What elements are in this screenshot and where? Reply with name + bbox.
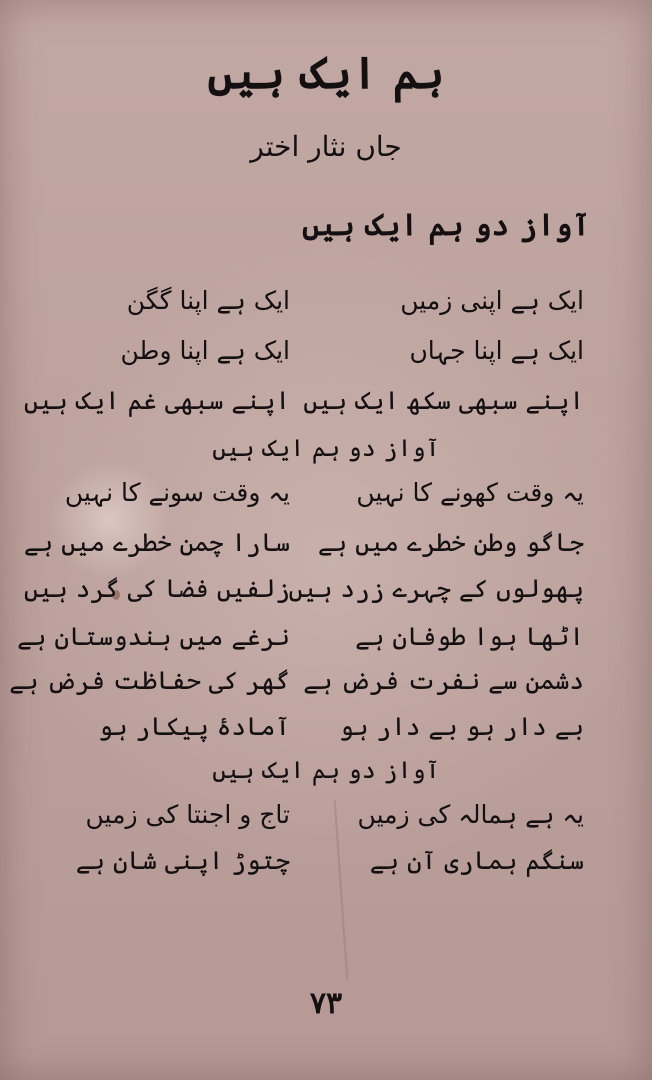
verse-line: بے دار ہو بے دار ہو — [339, 712, 584, 741]
verse-line: اٹھا ہوا طوفان ہے — [355, 622, 584, 651]
verse-line: جاگو وطن خطرے میں ہے — [317, 528, 584, 557]
verse-line: ایک ہے اپنا جہاں — [409, 336, 584, 365]
opening-line: آواز دو ہم ایک ہیں — [302, 208, 590, 243]
refrain-line: آواز دو ہم ایک ہیں — [212, 756, 440, 784]
poem-author: جاں نثار اختر — [250, 130, 402, 163]
refrain-line: آواز دو ہم ایک ہیں — [212, 434, 440, 462]
poem-title: ہم ایک ہیں — [207, 48, 445, 99]
verse-line: چتوڑ اپنی شان ہے — [75, 846, 290, 875]
verse-line: اپنے سبھی غم ایک ہیں — [23, 386, 290, 415]
verse-line: یہ وقت سونے کا نہیں — [64, 478, 290, 507]
verse-line: آمادۂ پیکار ہو — [98, 712, 290, 741]
page-number: ۷۳ — [309, 986, 343, 1021]
verse-line: ایک ہے اپنا وطن — [120, 336, 290, 365]
paper-crease — [334, 800, 349, 980]
verse-line: یہ وقت کھونے کا نہیں — [356, 478, 584, 507]
verse-line: اپنے سبھی سکھ ایک ہیں — [303, 386, 584, 415]
verse-line: ایک ہے اپنا گگن — [126, 286, 290, 315]
verse-line: نرغے میں ہندوستان ہے — [17, 622, 290, 651]
verse-line: گھر کی حفاظت فرض ہے — [9, 666, 290, 695]
verse-line: سارا چمن خطرے میں ہے — [23, 528, 290, 557]
verse-line: ایک ہے اپنی زمیں — [400, 286, 584, 315]
verse-line: تاج و اجنتا کی زمیں — [85, 800, 290, 829]
verse-line: دشمن سے نفرت فرض ہے — [303, 666, 584, 695]
verse-line: یہ ہے ہمالہ کی زمیں — [357, 800, 584, 829]
verse-line: زلفیں فضا کی گرد ہیں — [23, 574, 290, 603]
verse-line: پھولوں کے چہرے زرد ہیں — [288, 574, 584, 603]
verse-line: سنگم ہماری آن ہے — [369, 846, 584, 875]
